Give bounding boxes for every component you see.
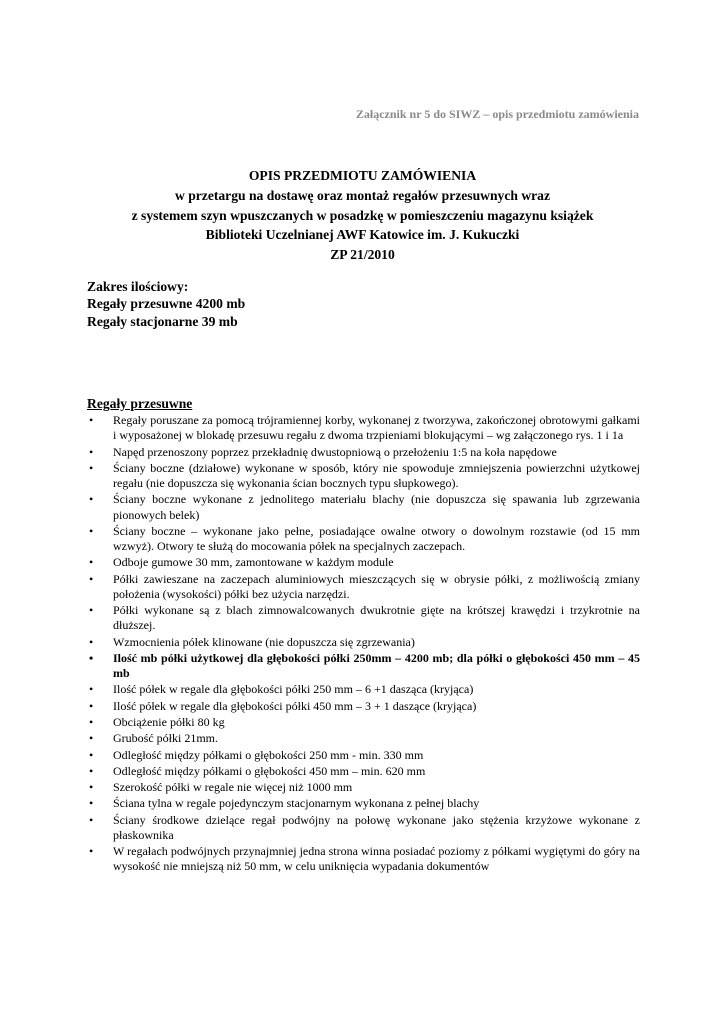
spec-list-item: • Odległość między półkami o głębokości 250 mm - min. 330 mm	[87, 748, 640, 763]
spec-list-item: • Ilość półek w regale dla głębokości półki 250 mm – 6 +1 dasząca (kryjąca)	[87, 682, 640, 697]
scope-line: Regały przesuwne 4200 mb	[87, 296, 246, 312]
spec-list-item: • W regałach podwójnych przynajmniej jedna strona winna posiadać poziomy z półkami wygiętymi do góry na wysokość nie mniejszą niż 50 mm, w celu uniknięcia wypadania dokumentów	[87, 844, 640, 874]
spec-list-item: • Ilość mb półki użytkowej dla głębokości półki 250mm – 4200 mb; dla półki o głębokości 450 mm – 45 mb	[87, 651, 640, 681]
spec-list-item: • Szerokość półki w regale nie więcej niż 1000 mm	[87, 780, 640, 795]
spec-list-item: • Ściany środkowe dzielące regał podwójny na połowę wykonane jako stężenia krzyżowe wykonane z płaskownika	[87, 813, 640, 843]
title-line: w przetargu na dostawę oraz montaż regałów przesuwnych wraz	[174, 187, 551, 203]
spec-list	[87, 413, 640, 875]
spec-list-item: • Półki zawieszane na zaczepach aluminiowych mieszczących się w obrysie półki, z możliwością zmiany położenia (wysokości) półki bez użycia narzędzi.	[87, 572, 640, 602]
title-line: z systemem szyn wpuszczanych w posadzkę w pomieszczeniu magazynu książek	[131, 207, 594, 223]
spec-list-item: • Ściana tylna w regale pojedynczym stacjonarnym wykonana z pełnej blachy	[87, 796, 640, 811]
spec-list-item: • Odboje gumowe 30 mm, zamontowane w każdym module	[87, 555, 640, 570]
spec-list-item: • Ściany boczne – wykonane jako pełne, posiadające owalne otwory o dowolnym rozstawie (od 15 mm wzwyż). Otwory te służą do mocowania półek na specjalnych zaczepach.	[87, 524, 640, 554]
spec-list-item: • Półki wykonane są z blach zimnowalcowanych dwukrotnie gięte na krótszej krawędzi i trzykrotnie na dłuższej.	[87, 603, 640, 633]
title-line: Biblioteki Uczelnianej AWF Katowice im. J. Kukuczki	[205, 227, 520, 243]
spec-list-item: • Wzmocnienia półek klinowane (nie dopuszcza się zgrzewania)	[87, 635, 640, 650]
title-line: ZP 21/2010	[330, 247, 395, 263]
annex-label: Załącznik nr 5 do SIWZ – opis przedmiotu zamówienia	[355, 107, 639, 121]
spec-list-item: • Obciążenie półki 80 kg	[87, 715, 640, 730]
quantity-scope	[87, 278, 245, 330]
scope-line: Regały stacjonarne 39 mb	[87, 313, 238, 329]
scope-heading: Zakres ilościowy:	[87, 279, 189, 294]
mobile-shelving-section	[87, 395, 640, 876]
spec-list-item: • Regały poruszane za pomocą trójramiennej korby, wykonanej z tworzywa, zakończonej obrotowymi gałkami i wyposażonej w blokadę przesuwu regału z dwoma trzpieniami blokującymi – wg załączonego rys. 1 i 1a	[87, 413, 640, 443]
spec-list-item: • Ściany boczne (działowe) wykonane w sposób, który nie spowoduje zmniejszenia powierzchni użytkowej regału (nie dopuszcza się wykonania ścian bocznych typu słupkowego).	[87, 461, 640, 491]
section-heading: Regały przesuwne	[87, 396, 193, 411]
spec-list-item: • Odległość między półkami o głębokości 450 mm – min. 620 mm	[87, 764, 640, 779]
spec-list-item: • Napęd przenoszony poprzez przekładnię dwustopniową o przełożeniu 1:5 na koła napędowe	[87, 445, 640, 460]
title-line: OPIS PRZEDMIOTU ZAMÓWIENIA	[248, 168, 477, 183]
document-title	[60, 166, 665, 265]
spec-list-item: • Ilość półek w regale dla głębokości półki 450 mm – 3 + 1 daszące (kryjąca)	[87, 699, 640, 714]
spec-list-item: • Grubość półki 21mm.	[87, 731, 640, 746]
spec-list-item: • Ściany boczne wykonane z jednolitego materiału blachy (nie dopuszcza się spawania lub zgrzewania pionowych belek)	[87, 492, 640, 522]
